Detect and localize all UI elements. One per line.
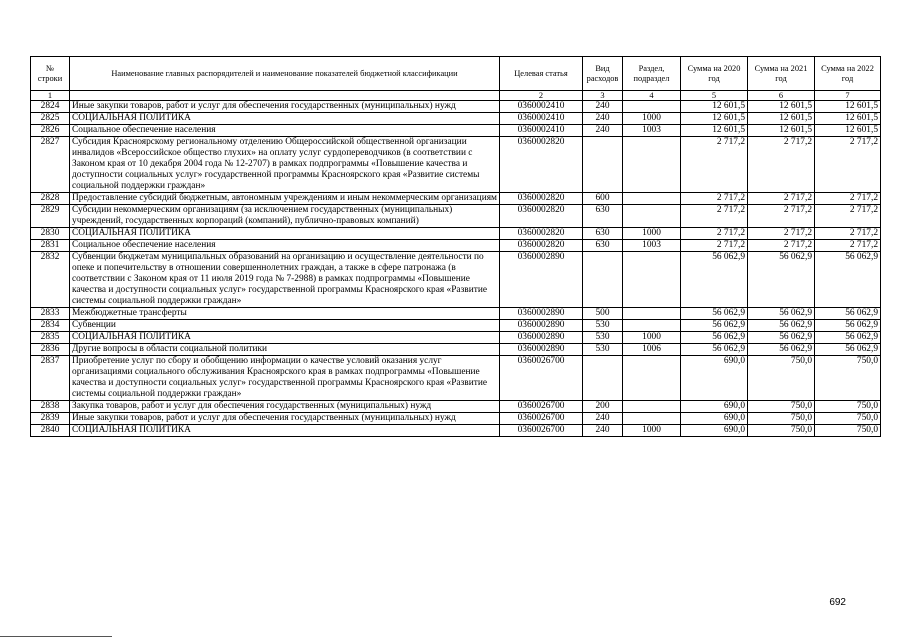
row-sum-2020: 690,0 — [681, 401, 748, 413]
row-target-article: 0360002410 — [500, 113, 583, 125]
row-section — [623, 137, 681, 193]
table-header-row — [31, 57, 881, 91]
row-target-article: 0360002820 — [500, 228, 583, 240]
row-section: 1000 — [623, 425, 681, 437]
row-number: 2832 — [31, 252, 70, 308]
table-row — [31, 125, 881, 137]
column-number: 4 — [623, 91, 681, 101]
row-sum-2022: 2 717,2 — [815, 137, 881, 193]
row-sum-2020: 2 717,2 — [681, 228, 748, 240]
row-expense-type — [583, 137, 623, 193]
column-number: 1 — [31, 91, 70, 101]
row-sum-2020: 690,0 — [681, 425, 748, 437]
row-number: 2828 — [31, 193, 70, 205]
row-sum-2020: 690,0 — [681, 413, 748, 425]
row-sum-2021: 2 717,2 — [748, 137, 815, 193]
row-number: 2835 — [31, 332, 70, 344]
table-row — [31, 228, 881, 240]
table-row — [31, 205, 881, 228]
table-row — [31, 101, 881, 113]
row-target-article: 0360002820 — [500, 240, 583, 252]
row-sum-2021: 12 601,5 — [748, 113, 815, 125]
row-name: СОЦИАЛЬНАЯ ПОЛИТИКА — [70, 332, 500, 344]
column-number: 5 — [681, 91, 748, 101]
row-sum-2021: 56 062,9 — [748, 332, 815, 344]
row-section — [623, 252, 681, 308]
table-row — [31, 113, 881, 125]
row-expense-type: 630 — [583, 205, 623, 228]
table-row — [31, 193, 881, 205]
row-expense-type: 600 — [583, 193, 623, 205]
row-number: 2830 — [31, 228, 70, 240]
row-target-article: 0360002820 — [500, 205, 583, 228]
row-name: СОЦИАЛЬНАЯ ПОЛИТИКА — [70, 113, 500, 125]
row-sum-2022: 56 062,9 — [815, 308, 881, 320]
row-sum-2022: 56 062,9 — [815, 344, 881, 356]
row-sum-2022: 750,0 — [815, 356, 881, 401]
table-row — [31, 137, 881, 193]
row-section — [623, 401, 681, 413]
row-name: Другие вопросы в области социальной политики — [70, 344, 500, 356]
row-sum-2020: 56 062,9 — [681, 308, 748, 320]
row-expense-type: 530 — [583, 344, 623, 356]
row-sum-2021: 750,0 — [748, 401, 815, 413]
row-number: 2834 — [31, 320, 70, 332]
row-sum-2020: 12 601,5 — [681, 113, 748, 125]
row-number: 2836 — [31, 344, 70, 356]
header-section: Раздел, подраздел — [623, 57, 681, 91]
row-expense-type: 630 — [583, 240, 623, 252]
row-section — [623, 320, 681, 332]
row-sum-2022: 2 717,2 — [815, 240, 881, 252]
row-section — [623, 205, 681, 228]
header-row-number: № строки — [31, 57, 70, 91]
row-sum-2022: 750,0 — [815, 425, 881, 437]
row-section: 1003 — [623, 240, 681, 252]
row-sum-2020: 56 062,9 — [681, 344, 748, 356]
row-sum-2021: 56 062,9 — [748, 320, 815, 332]
row-expense-type: 530 — [583, 332, 623, 344]
row-sum-2020: 2 717,2 — [681, 205, 748, 228]
header-name: Наименование главных распорядителей и наименование показателей бюджетной классификации — [70, 57, 500, 91]
row-number: 2837 — [31, 356, 70, 401]
row-sum-2022: 2 717,2 — [815, 205, 881, 228]
header-sum-2021: Сумма на 2021 год — [748, 57, 815, 91]
header-expense-type: Вид расходов — [583, 57, 623, 91]
table-row — [31, 308, 881, 320]
column-number: 6 — [748, 91, 815, 101]
table-row — [31, 425, 881, 437]
row-sum-2020: 56 062,9 — [681, 252, 748, 308]
row-expense-type: 530 — [583, 320, 623, 332]
row-sum-2020: 12 601,5 — [681, 125, 748, 137]
row-expense-type: 240 — [583, 425, 623, 437]
row-target-article: 0360002820 — [500, 193, 583, 205]
column-number: 3 — [583, 91, 623, 101]
row-expense-type: 630 — [583, 228, 623, 240]
row-name: Субвенции — [70, 320, 500, 332]
row-sum-2020: 56 062,9 — [681, 320, 748, 332]
row-target-article: 0360002890 — [500, 252, 583, 308]
row-sum-2021: 56 062,9 — [748, 252, 815, 308]
row-section: 1006 — [623, 344, 681, 356]
row-name: Социальное обеспечение населения — [70, 240, 500, 252]
row-number: 2840 — [31, 425, 70, 437]
table-row — [31, 344, 881, 356]
row-name: Межбюджетные трансферты — [70, 308, 500, 320]
table-row — [31, 332, 881, 344]
row-expense-type: 240 — [583, 113, 623, 125]
row-sum-2020: 690,0 — [681, 356, 748, 401]
row-target-article: 0360002410 — [500, 101, 583, 113]
row-sum-2021: 750,0 — [748, 425, 815, 437]
table-row — [31, 413, 881, 425]
row-target-article: 0360026700 — [500, 425, 583, 437]
row-expense-type: 500 — [583, 308, 623, 320]
row-section: 1000 — [623, 228, 681, 240]
budget-table-page — [30, 56, 880, 437]
header-sum-2020: Сумма на 2020 год — [681, 57, 748, 91]
row-number: 2833 — [31, 308, 70, 320]
column-number — [70, 91, 500, 101]
row-name: Иные закупки товаров, работ и услуг для обеспечения государственных (муниципальных) нужд — [70, 413, 500, 425]
row-name: СОЦИАЛЬНАЯ ПОЛИТИКА — [70, 228, 500, 240]
row-target-article: 0360002890 — [500, 320, 583, 332]
row-sum-2021: 12 601,5 — [748, 125, 815, 137]
row-sum-2021: 750,0 — [748, 413, 815, 425]
row-number: 2827 — [31, 137, 70, 193]
row-expense-type: 240 — [583, 413, 623, 425]
row-sum-2021: 56 062,9 — [748, 308, 815, 320]
row-section: 1000 — [623, 332, 681, 344]
row-name: Иные закупки товаров, работ и услуг для обеспечения государственных (муниципальных) нужд — [70, 101, 500, 113]
row-target-article: 0360026700 — [500, 401, 583, 413]
row-section: 1000 — [623, 113, 681, 125]
row-target-article: 0360002410 — [500, 125, 583, 137]
row-expense-type: 240 — [583, 125, 623, 137]
row-expense-type: 200 — [583, 401, 623, 413]
row-sum-2021: 2 717,2 — [748, 228, 815, 240]
row-target-article: 0360026700 — [500, 413, 583, 425]
row-expense-type — [583, 356, 623, 401]
page-number: 692 — [829, 597, 846, 608]
row-name: Социальное обеспечение населения — [70, 125, 500, 137]
row-target-article: 0360002890 — [500, 332, 583, 344]
row-section — [623, 308, 681, 320]
footer-divider — [0, 636, 112, 637]
row-target-article: 0360002890 — [500, 308, 583, 320]
row-name: Субвенции бюджетам муниципальных образований на организацию и осуществление деятельности по опеке и попечительству в отношении совершеннолетних граждан, а также в сфере патронажа (в соответствии с Законом края от 11 июля 2019 года № 7-2988) в рамках подпрограммы «Повышение качества и доступности социальных услуг» государственной программы Красноярского края «Развитие системы социальной поддержки граждан» — [70, 252, 500, 308]
row-sum-2020: 12 601,5 — [681, 101, 748, 113]
table-row — [31, 401, 881, 413]
row-section — [623, 193, 681, 205]
row-target-article: 0360002890 — [500, 344, 583, 356]
row-section — [623, 101, 681, 113]
row-name: Предоставление субсидий бюджетным, автономным учреждениям и иным некоммерческим организациям — [70, 193, 500, 205]
row-name: Субсидии некоммерческим организациям (за исключением государственных (муниципальных) учреждений, государственных корпораций (компаний), публично-правовых компаний) — [70, 205, 500, 228]
row-sum-2022: 2 717,2 — [815, 228, 881, 240]
table-row — [31, 240, 881, 252]
row-section — [623, 356, 681, 401]
row-sum-2022: 56 062,9 — [815, 320, 881, 332]
row-number: 2838 — [31, 401, 70, 413]
row-sum-2022: 750,0 — [815, 401, 881, 413]
row-section: 1003 — [623, 125, 681, 137]
row-section — [623, 413, 681, 425]
header-target-article: Целевая статья — [500, 57, 583, 91]
row-expense-type: 240 — [583, 101, 623, 113]
row-sum-2022: 12 601,5 — [815, 101, 881, 113]
row-number: 2824 — [31, 101, 70, 113]
row-name: Приобретение услуг по сбору и обобщению информации о качестве условий оказания услуг организациями социального обслуживания Красноярского края в рамках подпрограммы «Повышение качества и доступности социальных услуг» государственной программы Красноярского края «Развитие системы социальной поддержки граждан» — [70, 356, 500, 401]
row-name: СОЦИАЛЬНАЯ ПОЛИТИКА — [70, 425, 500, 437]
row-sum-2020: 2 717,2 — [681, 137, 748, 193]
header-sum-2022: Сумма на 2022 год — [815, 57, 881, 91]
table-row — [31, 356, 881, 401]
table-row — [31, 320, 881, 332]
column-number-row — [31, 91, 881, 101]
row-name: Субсидия Красноярскому региональному отделению Общероссийской общественной организации инвалидов «Всероссийское общество глухих» на оплату услуг сурдопереводчиков (в соответствии с Законом края от 10 декабря 2004 года № 12-2707) в рамках подпрограммы «Повышение качества и доступности социальных услуг» государственной программы Красноярского края «Развитие системы социальной поддержки граждан» — [70, 137, 500, 193]
row-sum-2021: 12 601,5 — [748, 101, 815, 113]
row-sum-2022: 2 717,2 — [815, 193, 881, 205]
row-sum-2022: 750,0 — [815, 413, 881, 425]
row-sum-2020: 2 717,2 — [681, 193, 748, 205]
row-sum-2020: 56 062,9 — [681, 332, 748, 344]
row-sum-2022: 12 601,5 — [815, 113, 881, 125]
row-number: 2829 — [31, 205, 70, 228]
row-sum-2021: 2 717,2 — [748, 205, 815, 228]
row-number: 2839 — [31, 413, 70, 425]
budget-table — [30, 56, 881, 437]
table-row — [31, 252, 881, 308]
row-number: 2825 — [31, 113, 70, 125]
row-number: 2826 — [31, 125, 70, 137]
row-number: 2831 — [31, 240, 70, 252]
row-sum-2021: 2 717,2 — [748, 240, 815, 252]
row-sum-2022: 56 062,9 — [815, 332, 881, 344]
row-name: Закупка товаров, работ и услуг для обеспечения государственных (муниципальных) нужд — [70, 401, 500, 413]
row-sum-2021: 750,0 — [748, 356, 815, 401]
column-number: 7 — [815, 91, 881, 101]
row-sum-2021: 56 062,9 — [748, 344, 815, 356]
row-sum-2021: 2 717,2 — [748, 193, 815, 205]
row-sum-2022: 56 062,9 — [815, 252, 881, 308]
row-target-article: 0360026700 — [500, 356, 583, 401]
row-sum-2020: 2 717,2 — [681, 240, 748, 252]
column-number: 2 — [500, 91, 583, 101]
row-sum-2022: 12 601,5 — [815, 125, 881, 137]
row-target-article: 0360002820 — [500, 137, 583, 193]
row-expense-type — [583, 252, 623, 308]
